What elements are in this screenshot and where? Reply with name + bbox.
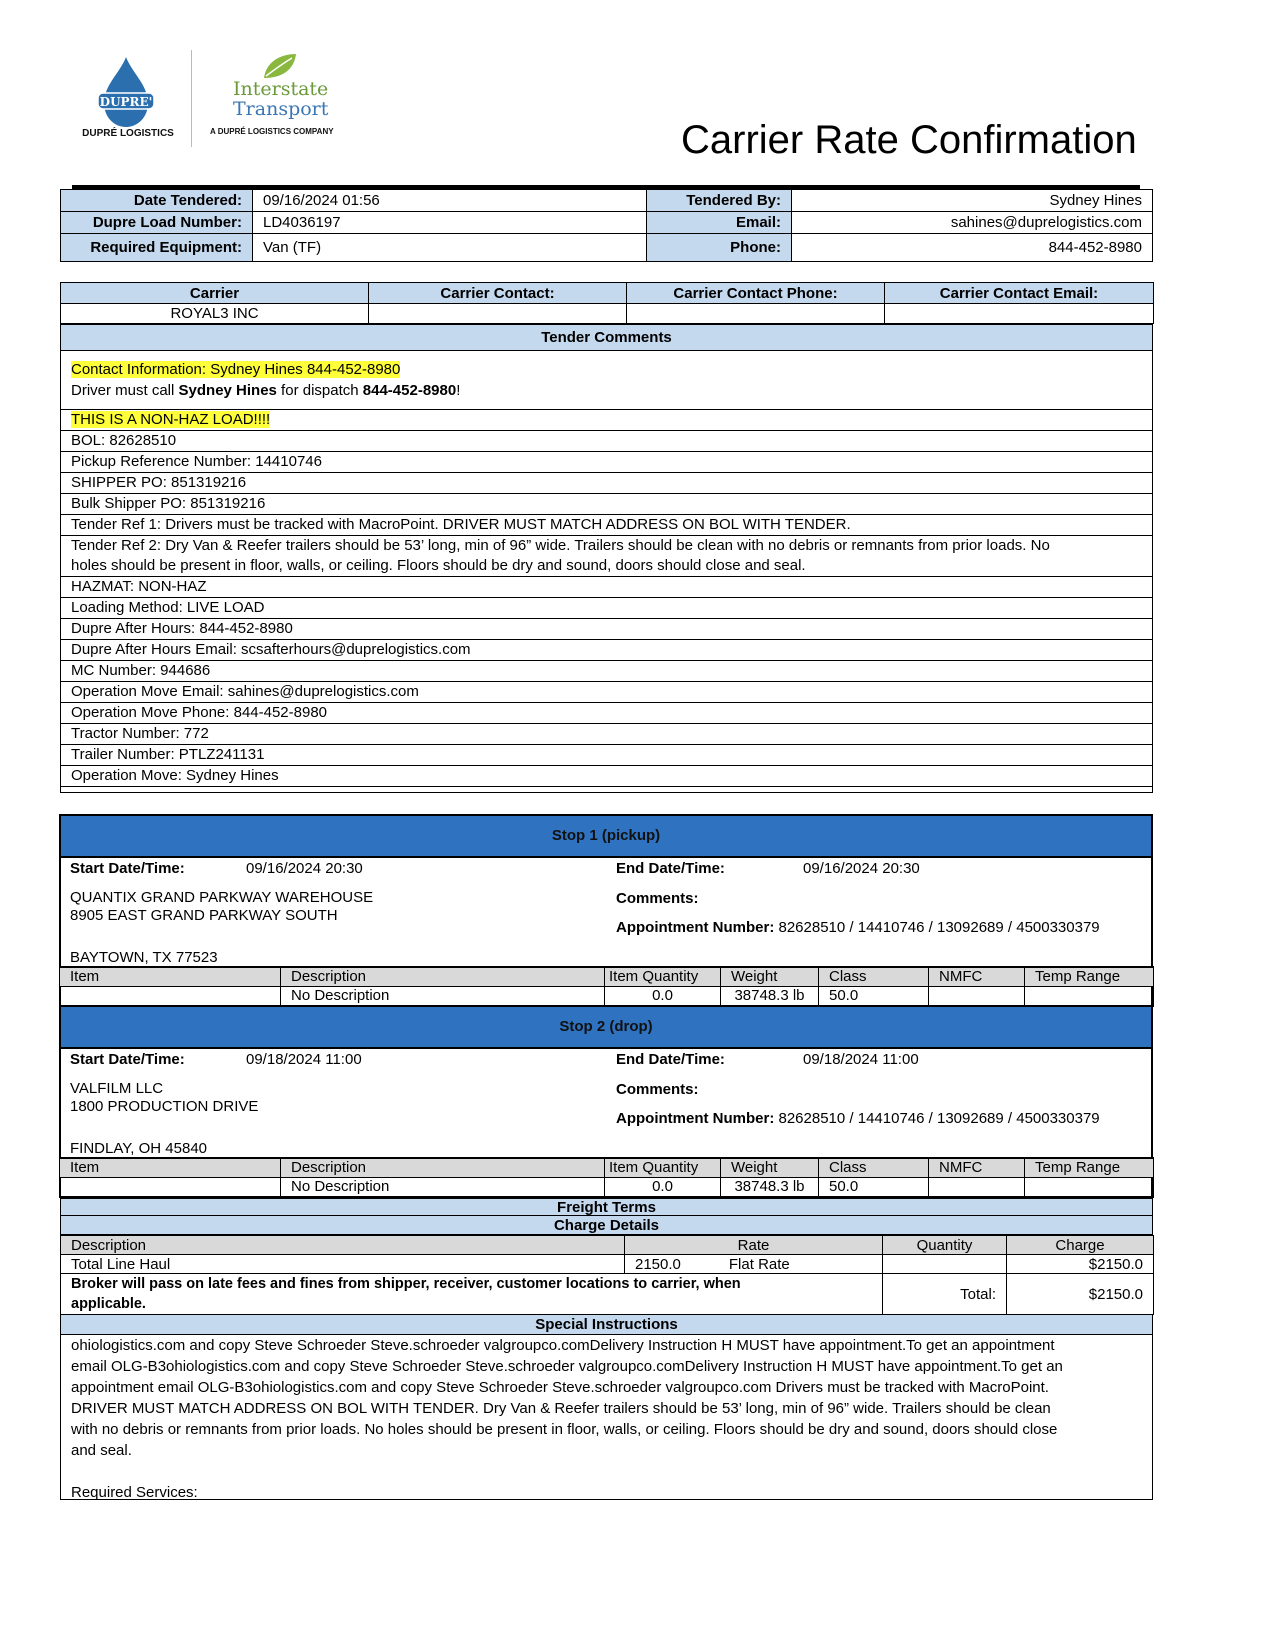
date-tendered-value: 09/16/2024 01:56 (253, 190, 647, 212)
tender-comment-line: Tractor Number: 772 (61, 724, 1152, 745)
line-haul-description: Total Line Haul (61, 1255, 625, 1274)
stop-title: Stop 2 (drop) (61, 1007, 1151, 1049)
tender-comment-line: Dupre After Hours: 844-452-8980 (61, 619, 1152, 640)
item-col-temp: Temp Range (1025, 967, 1154, 986)
interstate-line2: Transport (233, 98, 329, 120)
interstate-line1: Interstate (233, 78, 329, 100)
start-value: 09/18/2024 11:00 (246, 1051, 362, 1068)
special-instruction-line: with no debris or remnants from prior loads. No holes should be present in floor, walls, or ceiling. Floors should be dry and sound, doors should close (71, 1421, 1058, 1438)
leaf-icon (260, 52, 300, 80)
charge-description-col: Description (61, 1236, 625, 1255)
carrier-table (60, 282, 1154, 324)
charge-quantity-col: Quantity (883, 1236, 1007, 1255)
location-address: 8905 EAST GRAND PARKWAY SOUTH (70, 907, 338, 924)
phone-value: 844-452-8980 (792, 234, 1153, 262)
page-title: Carrier Rate Confirmation (681, 118, 1137, 162)
line-haul-quantity (883, 1255, 1007, 1274)
load-number-label: Dupre Load Number: (61, 212, 253, 234)
tender-comment-line: BOL: 82628510 (61, 431, 1152, 452)
stop-block (59, 1007, 1153, 1198)
charge-rate-col: Rate (625, 1236, 883, 1255)
item-nmfc (929, 986, 1025, 1006)
charge-table (60, 1235, 1154, 1315)
stops-section (59, 814, 1153, 1198)
location-address: 1800 PRODUCTION DRIVE (70, 1098, 259, 1115)
special-instruction-line: appointment email OLG-B3ohiologistics.com and copy Steve Schroeder Steve.schroeder valgroupco.com Drivers must be tracked with MacroPoint. (71, 1379, 1049, 1396)
carrier-phone-value (627, 304, 885, 324)
tender-comment-line: MC Number: 944686 (61, 661, 1152, 682)
item-description: No Description (281, 1177, 605, 1197)
special-instruction-line: email OLG-B3ohiologistics.com and copy Steve Schroeder Steve.schroeder valgroupco.comDelivery Instruction H MUST have appointment.To get an (71, 1358, 1063, 1375)
item-item (60, 1177, 281, 1197)
tender-comment-line: Operation Move Phone: 844-452-8980 (61, 703, 1152, 724)
freight-section (60, 1198, 1153, 1315)
tender-comment-line: Loading Method: LIVE LOAD (61, 598, 1152, 619)
phone-label: Phone: (647, 234, 792, 262)
equipment-value: Van (TF) (253, 234, 647, 262)
item-table (59, 966, 1154, 1007)
total-value: $2150.0 (1007, 1274, 1154, 1315)
item-item (60, 986, 281, 1006)
carrier-email-value (885, 304, 1154, 324)
carrier-contact-value (369, 304, 627, 324)
item-table (59, 1157, 1154, 1198)
carrier-phone-col: Carrier Contact Phone: (627, 283, 885, 304)
charge-col: Charge (1007, 1236, 1154, 1255)
dupre-badge: DUPRE' (99, 95, 153, 109)
tender-comment-line: Operation Move Email: sahines@duprelogistics.com (61, 682, 1152, 703)
non-haz-line: THIS IS A NON-HAZ LOAD!!!! (61, 410, 1152, 431)
dupre-logo (68, 55, 188, 150)
tender-comment-line: HAZMAT: NON-HAZ (61, 577, 1152, 598)
tender-comment-line: Pickup Reference Number: 14410746 (61, 452, 1152, 473)
email-value[interactable]: sahines@duprelogistics.com (792, 212, 1153, 234)
date-tendered-label: Date Tendered: (61, 190, 253, 212)
item-quantity: 0.0 (605, 1177, 721, 1197)
tender-comment-blank (61, 787, 1152, 806)
logo-divider (191, 50, 192, 147)
special-instruction-line: and seal. (71, 1442, 132, 1459)
item-col-quantity: Item Quantity (605, 967, 721, 986)
carrier-col: Carrier (61, 283, 369, 304)
stop-block (59, 814, 1153, 1007)
tender-comments-heading: Tender Comments (61, 325, 1152, 351)
item-weight: 38748.3 lb (721, 986, 819, 1006)
stop-title: Stop 1 (pickup) (61, 816, 1151, 858)
interstate-logo (205, 52, 355, 142)
location-name: QUANTIX GRAND PARKWAY WAREHOUSE (70, 889, 374, 906)
item-col-description: Description (281, 1158, 605, 1177)
end-label: End Date/Time: (616, 1051, 725, 1068)
item-quantity: 0.0 (605, 986, 721, 1006)
start-label: Start Date/Time: (70, 860, 185, 877)
dupre-name: DUPRÉ LOGISTICS (82, 128, 174, 139)
tender-comment-line: Bulk Shipper PO: 851319216 (61, 494, 1152, 515)
tender-comments (60, 324, 1153, 793)
item-class: 50.0 (819, 986, 929, 1006)
appointment-line: Appointment Number: 82628510 / 14410746 / 13092689 / 4500330379 (616, 1110, 1100, 1127)
item-class: 50.0 (819, 1177, 929, 1197)
tendered-by-label: Tendered By: (647, 190, 792, 212)
interstate-sub: A DUPRÉ LOGISTICS COMPANY (210, 127, 334, 136)
item-col-weight: Weight (721, 967, 819, 986)
start-value: 09/16/2024 20:30 (246, 860, 363, 877)
item-col-weight: Weight (721, 1158, 819, 1177)
equipment-label: Required Equipment: (61, 234, 253, 262)
location-name: VALFILM LLC (70, 1080, 164, 1097)
item-temp (1025, 986, 1154, 1006)
end-value: 09/16/2024 20:30 (803, 860, 920, 877)
item-col-quantity: Item Quantity (605, 1158, 721, 1177)
tender-ref2-line: Tender Ref 2: Dry Van & Reefer trailers should be 53’ long, min of 96” wide. Trailers should be clean with no debris or remnants from prior loads. No holes should be present in floor, walls, or ceiling. Floors should be dry and sound, doors should close and seal. (61, 536, 1152, 577)
special-instructions-heading: Special Instructions (61, 1315, 1152, 1335)
freight-terms-heading: Freight Terms (60, 1198, 1153, 1216)
carrier-contact-col: Carrier Contact: (369, 283, 627, 304)
item-col-nmfc: NMFC (929, 1158, 1025, 1177)
header-table (60, 189, 1153, 262)
special-instruction-line: DRIVER MUST MATCH ADDRESS ON BOL WITH TENDER. Dry Van & Reefer trailers should be 53’ long, min of 96” wide. Trailers should be clean (71, 1400, 1051, 1417)
item-col-item: Item (60, 1158, 281, 1177)
item-description: No Description (281, 986, 605, 1006)
special-instruction-line: ohiologistics.com and copy Steve Schroeder Steve.schroeder valgroupco.comDelivery Instruction H MUST have appointment.To get an appointment (71, 1337, 1055, 1354)
tender-comment-line: Tender Ref 1: Drivers must be tracked with MacroPoint. DRIVER MUST MATCH ADDRESS ON BOL WITH TENDER. (61, 515, 1152, 536)
location-city: FINDLAY, OH 45840 (70, 1140, 208, 1157)
item-col-description: Description (281, 967, 605, 986)
broker-note: Broker will pass on late fees and fines from shipper, receiver, customer locations to carrier, when applicable. (61, 1274, 883, 1315)
contact-info-line: Contact Information: Sydney Hines 844-452-8980 (71, 361, 401, 378)
driver-call-line: Driver must call Sydney Hines for dispatch 844-452-8980! (71, 382, 461, 399)
end-label: End Date/Time: (616, 860, 725, 877)
item-col-class: Class (819, 967, 929, 986)
special-instructions (60, 1314, 1153, 1500)
location-city: BAYTOWN, TX 77523 (70, 949, 218, 966)
line-haul-rate: 2150.0 Flat Rate (625, 1255, 883, 1274)
comments-label: Comments: (616, 1081, 699, 1098)
tender-comment-line: Trailer Number: PTLZ241131 (61, 745, 1152, 766)
charge-details-heading: Charge Details (60, 1216, 1153, 1235)
load-number-value: LD4036197 (253, 212, 647, 234)
carrier-value: ROYAL3 INC (61, 304, 369, 324)
tender-comment-line: Dupre After Hours Email: scsafterhours@duprelogistics.com (61, 640, 1152, 661)
email-label: Email: (647, 212, 792, 234)
total-label: Total: (883, 1274, 1007, 1315)
comments-label: Comments: (616, 890, 699, 907)
tender-comment-line: SHIPPER PO: 851319216 (61, 473, 1152, 494)
line-haul-charge: $2150.0 (1007, 1255, 1154, 1274)
item-col-nmfc: NMFC (929, 967, 1025, 986)
tendered-by-value: Sydney Hines (792, 190, 1153, 212)
appointment-line: Appointment Number: 82628510 / 14410746 / 13092689 / 4500330379 (616, 919, 1100, 936)
start-label: Start Date/Time: (70, 1051, 185, 1068)
item-col-class: Class (819, 1158, 929, 1177)
carrier-email-col: Carrier Contact Email: (885, 283, 1154, 304)
item-nmfc (929, 1177, 1025, 1197)
end-value: 09/18/2024 11:00 (803, 1051, 919, 1068)
item-col-temp: Temp Range (1025, 1158, 1154, 1177)
tender-comment-line: Operation Move: Sydney Hines (61, 766, 1152, 787)
item-col-item: Item (60, 967, 281, 986)
required-services: Required Services: (71, 1484, 198, 1501)
item-temp (1025, 1177, 1154, 1197)
item-weight: 38748.3 lb (721, 1177, 819, 1197)
